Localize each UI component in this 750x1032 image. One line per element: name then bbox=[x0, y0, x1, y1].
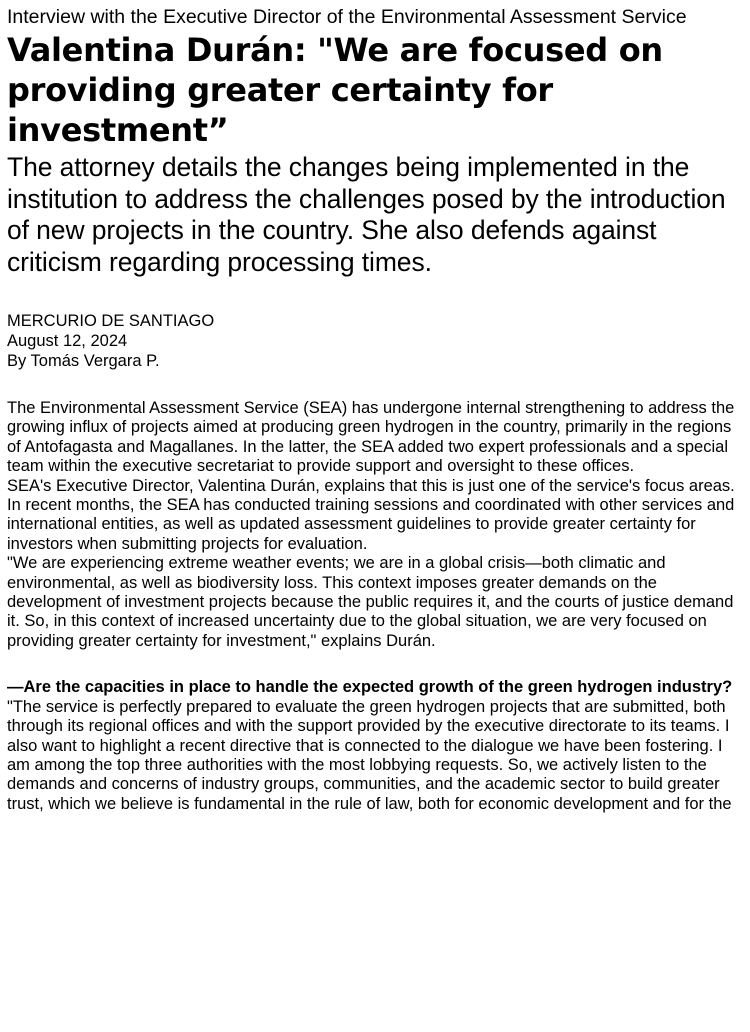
article-headline: Valentina Durán: "We are focused on providing greater certainty for investment” bbox=[7, 31, 663, 149]
article-byline bbox=[7, 311, 743, 371]
interview-question: —Are the capacities in place to handle the expected growth of the green hydrogen industry? bbox=[7, 678, 733, 697]
article-page bbox=[7, 6, 743, 814]
publication-date: August 12, 2024 bbox=[7, 332, 128, 350]
author-name: By Tomás Vergara P. bbox=[7, 352, 160, 370]
body-paragraph: "We are experiencing extreme weather events; we are in a global crisis—both climatic and environmental, as well as biodiversity loss. This context imposes greater demands on the development of investment projects because the public requires it, and the courts of justice demand it. So, in this context of increased uncertainty due to the global situation, we are very focused on providing greater certainty for investment," explains Durán. bbox=[7, 554, 734, 650]
article-deck: The attorney details the changes being implemented in the institution to address the challenges posed by the introduction of new projects in the country. She also defends against criticism regarding processing times. bbox=[7, 152, 726, 277]
body-paragraph: The Environmental Assessment Service (SEA) has undergone internal strengthening to address the growing influx of projects aimed at producing green hydrogen in the country, primarily in the regions of Antofagasta and Magallanes. In the latter, the SEA added two expert professionals and a special team within the executive secretariat to provide support and oversight to these offices. bbox=[7, 399, 735, 476]
body-paragraph: SEA's Executive Director, Valentina Durán, explains that this is just one of the service's focus areas. In recent months, the SEA has conducted training sessions and coordinated with other services and international entities, as well as updated assessment guidelines to provide greater certainty for investors when submitting projects for evaluation. bbox=[7, 476, 735, 553]
interview-answer: "The service is perfectly prepared to evaluate the green hydrogen projects that are submitted, both through its regional offices and with the support provided by the executive directorate to its teams. I also want to highlight a recent directive that is connected to the dialogue we have been fostering. I am among the top three authorities with the most lobbying requests. So, we actively listen to the demands and concerns of industry groups, communities, and the academic sector to build greater trust, which we believe is fundamental in the rule of law, both for economic development and for the bbox=[7, 697, 732, 813]
article-kicker: Interview with the Executive Director of the Environmental Assessment Service bbox=[7, 6, 687, 28]
publication-name: MERCURIO DE SANTIAGO bbox=[7, 312, 215, 330]
article-body bbox=[7, 399, 743, 814]
